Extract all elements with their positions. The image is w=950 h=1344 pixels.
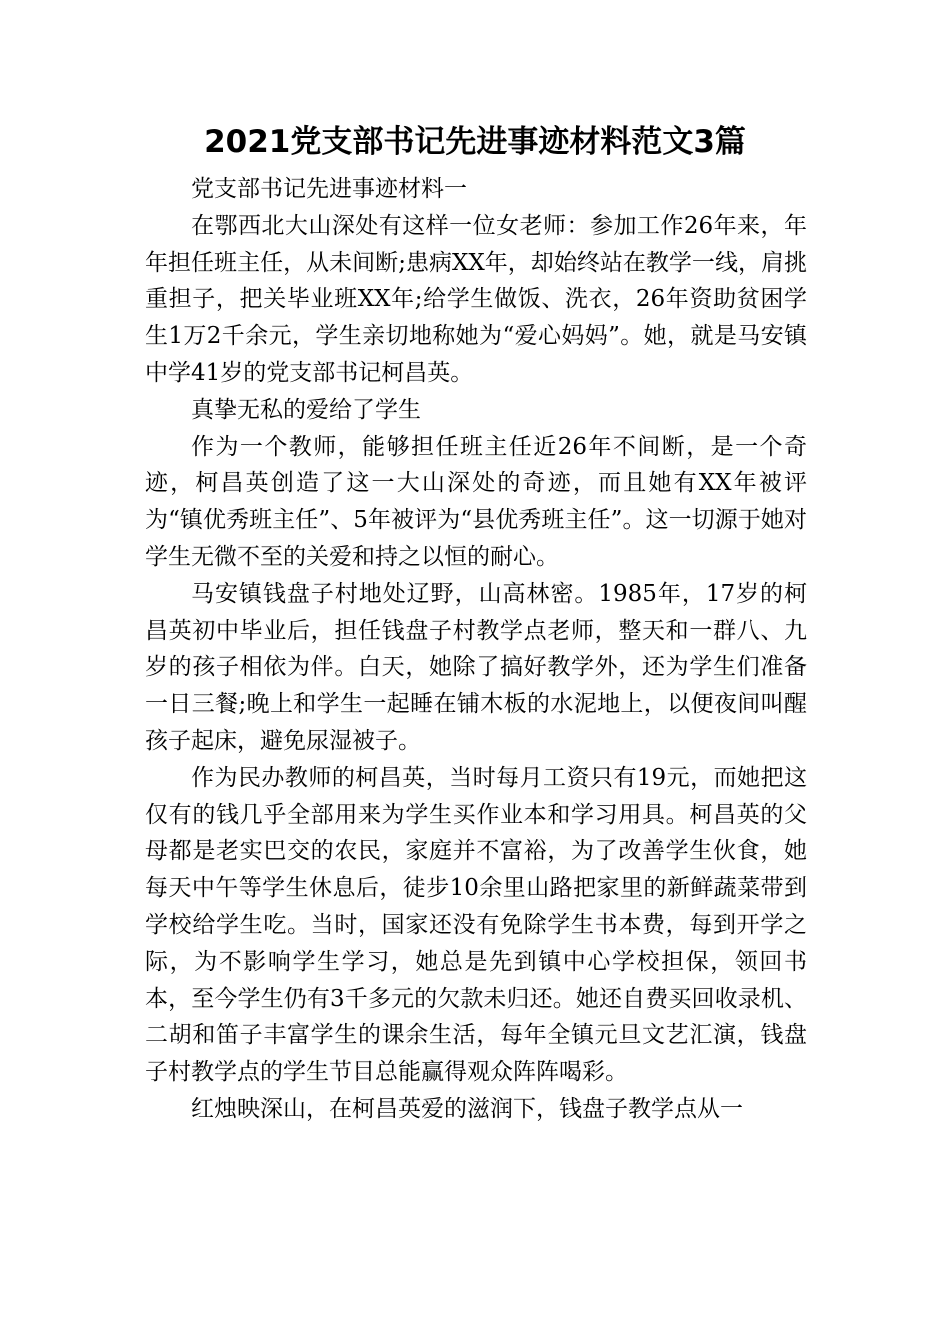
document-title: 2021党支部书记先进事迹材料范文3篇 [204, 124, 746, 160]
body-paragraph: 作为一个教师，能够担任班主任近26年不间断，是一个奇迹，柯昌英创造了这一大山深处的奇迹，而且她有XX年被评为“镇优秀班主任”、5年被评为“县优秀班主任”。这一切源于她对学生无微不至的关爱和持之以恒的耐心。 [145, 433, 807, 570]
body-paragraph: 马安镇钱盘子村地处辽野，山高林密。1985年，17岁的柯昌英初中毕业后，担任钱盘子村教学点老师，整天和一群八、九岁的孩子相依为伴。白天，她除了搞好教学外，还为学生们准备一日三餐;晚上和学生一起睡在铺木板的水泥地上，以便夜间叫醒孩子起床，避免尿湿被子。 [145, 580, 807, 754]
body-paragraph: 红烛映深山，在柯昌英爱的滋润下，钱盘子教学点从一 [191, 1095, 743, 1122]
section-heading: 党支部书记先进事迹材料一 [191, 176, 467, 202]
body-paragraph: 作为民办教师的柯昌英，当时每月工资只有19元，而她把这仅有的钱几乎全部用来为学生买作业本和学习用具。柯昌英的父母都是老实巴交的农民，家庭并不富裕，为了改善学生伙食，她每天中午等学生休息后，徒步10余里山路把家里的新鲜蔬菜带到学校给学生吃。当时，国家还没有免除学生书本费，每到开学之际，为不影响学生学习，她总是先到镇中心学校担保，领回书本，至今学生仍有3千多元的欠款未归还。她还自费买回收录机、二胡和笛子丰富学生的课余生活，每年全镇元旦文艺汇演，钱盘子村教学点的学生节目总能赢得观众阵阵喝彩。 [145, 764, 807, 1086]
document-body [145, 171, 807, 1128]
subheading: 真挚无私的爱给了学生 [191, 396, 421, 423]
body-paragraph: 在鄂西北大山深处有这样一位女老师：参加工作26年来，年年担任班主任，从未间断;患病XX年，却始终站在教学一线，肩挑重担子，把关毕业班XX年;给学生做饭、洗衣，26年资助贫困学生1万2千余元，学生亲切地称她为“爱心妈妈”。她，就是马安镇中学41岁的党支部书记柯昌英。 [145, 212, 807, 386]
